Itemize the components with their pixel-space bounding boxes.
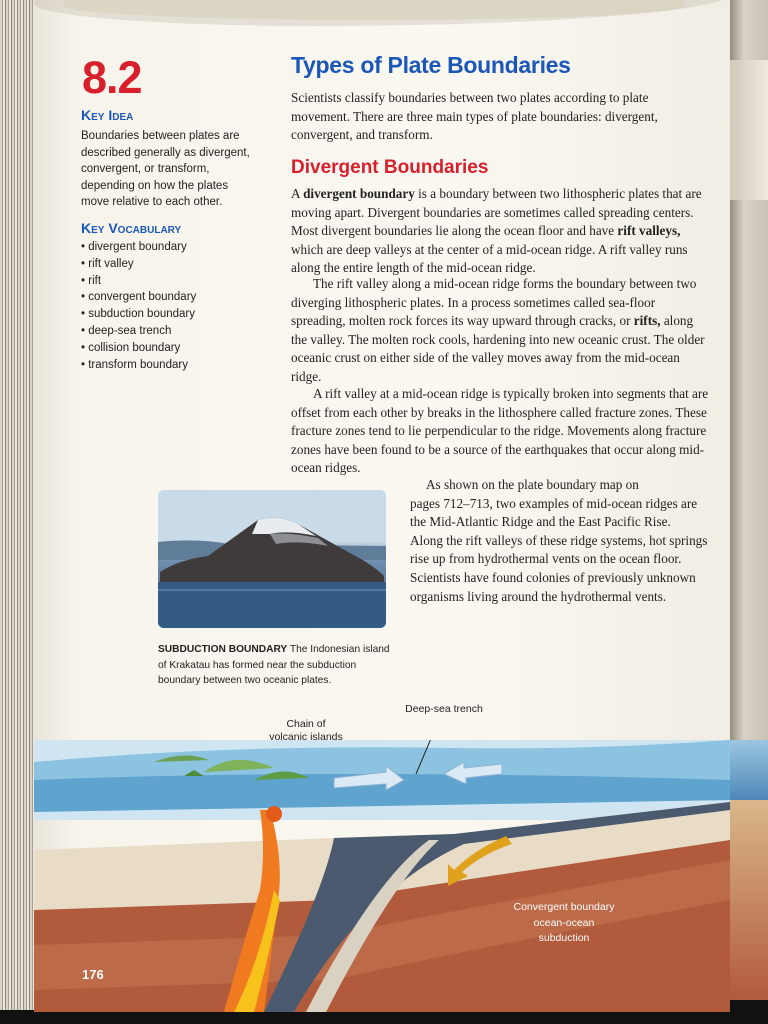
section-heading: Divergent Boundaries (291, 157, 489, 178)
caption-text: The Indonesian island of Krakatau has formed near the subduction boundary between two oceanic plates. (158, 644, 390, 687)
paragraph-fracture-zones: A rift valley at a mid-ocean ridge is typically broken into segments that are offset from each other by breaks in the lithosphere called fracture zones. These fracture zones tend to lie perpendicular to the ridge. Movements along fracture zones have been found to be a source of the earthquakes that occur along mid-ocean ridges. (291, 386, 709, 476)
term-rift-valleys: rift valleys, (617, 223, 681, 239)
page-title: Types of Plate Boundaries (291, 52, 571, 78)
book-edge-left (0, 0, 36, 1010)
vocabulary-item: • subduction boundary (81, 306, 196, 323)
paragraph-text: A (291, 186, 304, 201)
intro-line: Scientists classify boundaries between two plates according to plate (291, 90, 649, 105)
term-divergent-boundary: divergent boundary (303, 186, 415, 201)
label-line: Convergent boundary (513, 901, 615, 913)
paragraph-line: rise up from hydrothermal vents on the ocean floor. (410, 551, 682, 567)
paragraph-line: As shown on the plate boundary map on (426, 477, 639, 492)
paragraph-sea-floor-spreading (291, 275, 711, 387)
photo-caption (158, 642, 398, 689)
intro-line: movement. There are three main types of plate boundaries: divergent, (291, 108, 658, 124)
paragraph-line: Scientists have found colonies of previously unknown (410, 569, 696, 585)
paragraph-line: pages 712–713, two examples of mid-ocean ridges are (410, 495, 698, 511)
paragraph-line: the Mid-Atlantic Ridge and the East Pacific Rise. (410, 514, 671, 530)
label-line: Chain of (286, 718, 326, 730)
key-idea-heading: Key Idea (81, 107, 134, 123)
paragraph-line: organisms living around the hydrothermal vents. (410, 588, 667, 604)
textbook-page (34, 0, 730, 1012)
key-idea-line: move relative to each other. (81, 196, 223, 209)
paragraph-line: Along the rift valleys of these ridge systems, hot springs (410, 532, 708, 548)
next-page-edge (728, 0, 768, 1000)
label-convergent-boundary (474, 900, 654, 947)
paragraph-text: The rift valley along a mid-ocean ridge forms the boundary between two diverging lithospheric plates. In a process sometimes called sea-floor spreading, molten rock forces its way upward through cracks, or (291, 276, 697, 329)
label-deep-sea-trench: Deep-sea trench (405, 703, 483, 715)
section-number: 8.2 (82, 52, 142, 103)
paragraph-ridge-examples (410, 476, 710, 606)
volcano-island-illustration (158, 490, 386, 628)
vocabulary-item: • transform boundary (81, 357, 196, 374)
caption-label: SUBDUCTION BOUNDARY (158, 644, 288, 655)
paragraph-text: is a boundary between two lithospheric plates that are moving apart. Divergent boundaries are sometimes called spreading centers. Most divergent boundaries lie along the ocean floor and have (291, 186, 702, 239)
key-idea-line: described generally as divergent, (81, 146, 250, 159)
paragraph-divergent-boundary (291, 185, 711, 278)
page-number: 176 (82, 967, 104, 982)
label-chain-of-volcanic-islands (256, 718, 356, 744)
intro-line: convergent, and transform. (291, 127, 433, 143)
key-idea-line: depending on how the plates (81, 179, 229, 192)
vocabulary-item: • deep-sea trench (81, 323, 196, 340)
key-vocabulary-heading: Key Vocabulary (81, 220, 182, 236)
label-line: volcanic islands (269, 731, 343, 743)
vocabulary-item: • convergent boundary (81, 289, 196, 306)
vocabulary-item: • divergent boundary (81, 239, 196, 256)
vocabulary-item: • collision boundary (81, 340, 196, 357)
vocabulary-list (81, 239, 196, 373)
vocabulary-item: • rift (81, 273, 196, 290)
key-idea-text (81, 128, 261, 211)
intro-text (291, 89, 706, 145)
label-line: ocean-ocean (533, 916, 595, 929)
paragraph-text: which are deep valleys at the center of a mid-ocean ridge. A rift valley runs along the entire length of the mid-ocean ridge. (291, 241, 688, 276)
key-idea-line: Boundaries between plates are (81, 130, 240, 142)
subduction-diagram (34, 740, 730, 1012)
term-rifts: rifts, (633, 313, 661, 329)
label-line: subduction (538, 932, 590, 944)
krakatau-photo (158, 490, 386, 628)
key-idea-line: convergent, or transform, (81, 163, 210, 176)
paragraph-text: along the valley. The molten rock cools, hardening into new oceanic crust. The older oceanic crust on either side of the valley moves away from the mid-ocean ridge. (291, 313, 705, 384)
vocabulary-item: • rift valley (81, 256, 196, 273)
